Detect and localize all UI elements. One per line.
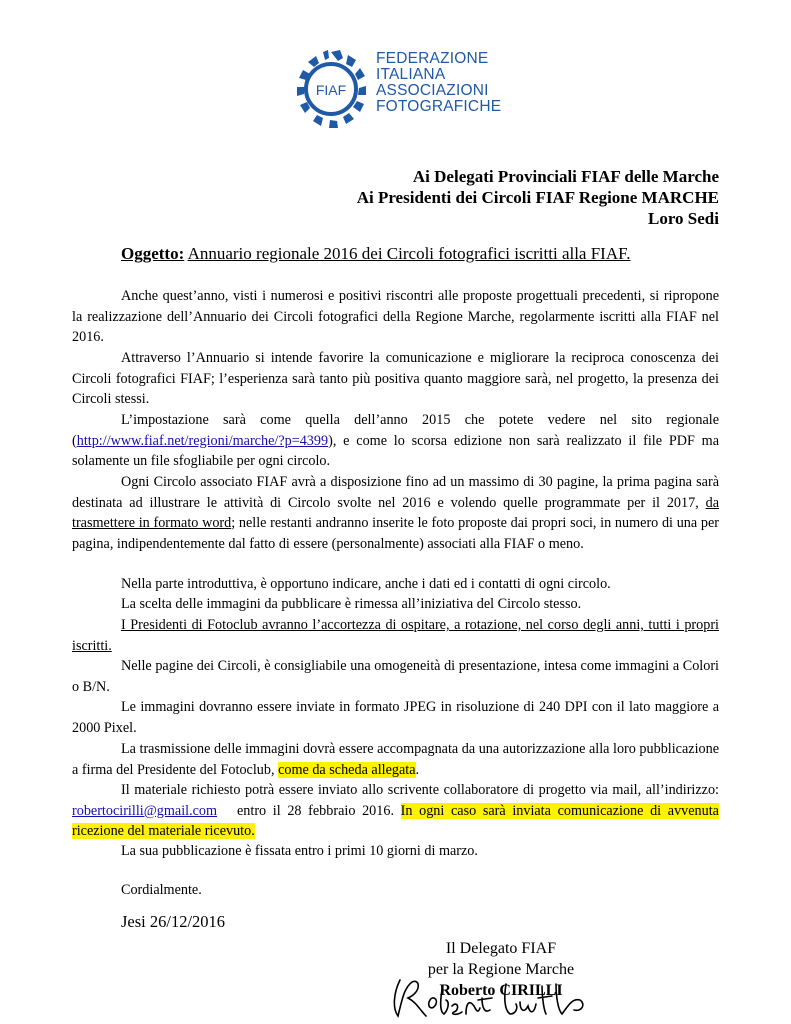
- body-paragraph: [72, 780, 719, 842]
- paragraph-text: ), e come lo scorsa edizione non sarà realizzato il file PDF ma solamente un file sfogliabile per ogni circolo.: [72, 432, 719, 470]
- logo-line: FEDERAZIONE: [376, 50, 489, 67]
- logo-line: ASSOCIAZIONI: [376, 82, 489, 99]
- paragraph-text: Attraverso l’Annuario si intende favorire la comunicazione e migliorare la reciproca conoscenza dei Circoli fotografici FIAF; l’esperienza sarà tanto più positiva quanto maggiore sarà, nel progetto, la presenza dei Circoli stessi.: [72, 350, 719, 408]
- body-paragraph: [72, 410, 719, 472]
- closing-text: Cordialmente.: [121, 882, 202, 898]
- highlighted-text: In ogni caso sarà inviata comunicazione di avvenuta ricezione del materiale ricevuto.: [72, 802, 719, 840]
- paragraph-text: L’impostazione sarà come quella dell’anno 2015 che potete vedere nel sito regionale (: [72, 412, 719, 449]
- signature-title: Il Delegato FIAF: [445, 940, 557, 957]
- recipient-line: Ai Delegati Provinciali FIAF delle Marche: [412, 167, 719, 186]
- subject-label: Oggetto:: [121, 244, 185, 263]
- signature-name: Roberto CIRILLI: [439, 982, 563, 999]
- paragraph-text: Ogni Circolo associato FIAF avrà a disposizione fino ad un massimo di 30 pagine, la prima pagina sarà destinata ad illustrare le attività di Circolo svolte nel 2016 e volendo quelle programmate per il 2017,: [72, 474, 719, 511]
- subject-text: Annuario regionale 2016 dei Circoli fotografici iscritti alla FIAF.: [187, 244, 631, 263]
- paragraph-text: La scelta delle immagini da pubblicare è rimessa all’iniziativa del Circolo stesso.: [121, 596, 582, 612]
- recipient-line: Loro Sedi: [647, 209, 719, 228]
- body-paragraph: [72, 841, 719, 862]
- paragraph-text: Il materiale richiesto potrà essere inviato allo scrivente collaboratore di progetto via mail, all’indirizzo:: [121, 782, 719, 798]
- underlined-text: I Presidenti di Fotoclub avranno l’accortezza di ospitare, a rotazione, nel corso degli anni, tutti i propri iscritti.: [72, 617, 719, 654]
- body-paragraph: [72, 348, 719, 410]
- paragraph-text: La trasmissione delle immagini dovrà essere accompagnata da una autorizzazione alla loro pubblicazione a firma del Presidente del Fotoclub,: [72, 741, 719, 778]
- place-date: Jesi 26/12/2016: [121, 912, 226, 931]
- handwritten-signature: [386, 970, 596, 1022]
- subject-line: [121, 244, 630, 264]
- paragraph-text: ; nelle restanti andranno inserite le foto proposte dai propri soci, in numero di una per pagina, indipendentemente dal fatto di essere (personalmente) associati alla FIAF o meno.: [72, 515, 720, 552]
- body-paragraph: [72, 574, 719, 595]
- body-paragraph: [72, 615, 719, 656]
- recipient-line: Ai Presidenti dei Circoli FIAF Regione MARCHE: [356, 188, 719, 207]
- body-paragraph: [72, 656, 719, 697]
- paragraph-text: La sua pubblicazione è fissata entro i primi 10 giorni di marzo.: [121, 843, 478, 859]
- logo-initials: FIAF: [315, 82, 347, 98]
- logo-line: FOTOGRAFICHE: [376, 98, 502, 115]
- paragraph-text: entro il 28 febbraio 2016.: [217, 802, 401, 819]
- highlighted-text: come da scheda allegata: [278, 761, 416, 778]
- body-paragraph: [72, 739, 719, 780]
- signature-region: per la Regione Marche: [427, 961, 575, 978]
- paragraph-text: Nella parte introduttiva, è opportuno indicare, anche i dati ed i contatti di ogni circolo.: [121, 576, 611, 592]
- body-paragraph: [72, 472, 719, 554]
- logo-line: ITALIANA: [376, 66, 446, 83]
- body-paragraph: [72, 697, 719, 738]
- paragraph-text: Anche quest’anno, visti i numerosi e positivi riscontri alle proposte progettuali precedenti, si ripropone la realizzazione dell’Annuario dei Circoli fotografici della Regione Marche, regolarmente iscritti alla FIAF nel 2016.: [72, 288, 719, 346]
- body-paragraph: [72, 594, 719, 615]
- paragraph-text: Le immagini dovranno essere inviate in formato JPEG in risoluzione di 240 DPI con il lato maggiore a 2000 Pixel.: [72, 699, 719, 736]
- paragraph-text: Nelle pagine dei Circoli, è consigliabile una omogeneità di presentazione, intesa come immagini a Colori o B/N.: [72, 658, 719, 695]
- paragraph-text: .: [415, 761, 420, 778]
- email-link[interactable]: robertocirilli@gmail.com: [72, 802, 218, 819]
- underlined-text: da trasmettere in formato word: [72, 494, 719, 532]
- regional-site-link[interactable]: http://www.fiaf.net/regioni/marche/?p=4399: [76, 432, 329, 449]
- fiaf-logo: [288, 44, 518, 134]
- logo-wordmark: [376, 51, 501, 115]
- body-paragraph: [72, 286, 719, 348]
